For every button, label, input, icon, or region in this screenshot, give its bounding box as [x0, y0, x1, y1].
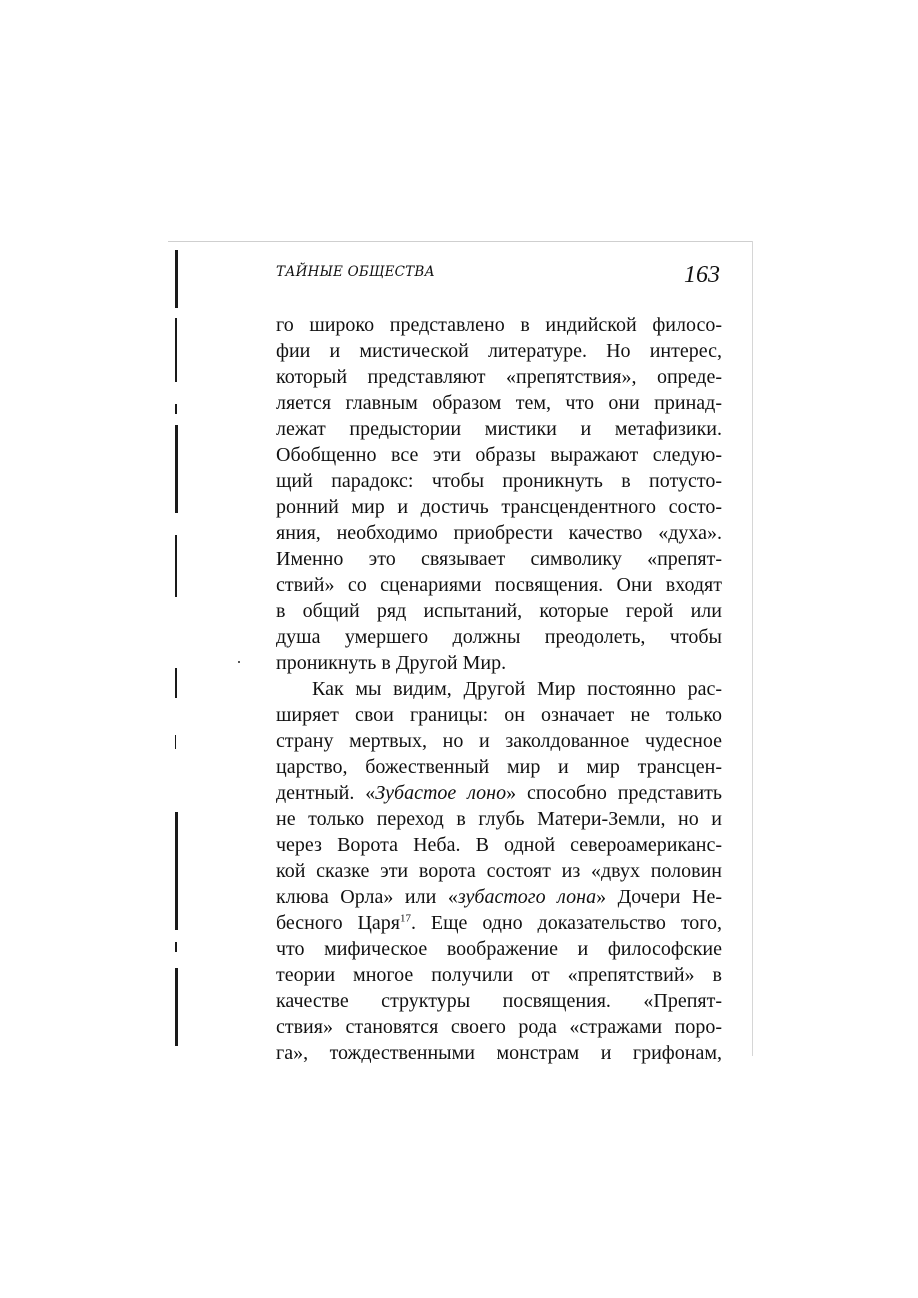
italic-term: Зубастое лоно — [375, 782, 507, 804]
text-line: ширяет свои границы: он означает не только — [276, 704, 722, 726]
text-line: лежат предыстории мистики и метафизики. — [276, 418, 722, 440]
text-line: проникнуть в Другой Мир. — [276, 652, 507, 674]
text-line: теории многое получили от «препятствий» в — [276, 964, 722, 986]
text-line — [276, 910, 722, 936]
text-fragment: » Дочери Не- — [596, 886, 722, 908]
text-line: ствий» со сценариями посвящения. Они входят — [276, 574, 722, 596]
text-fragment: . Еще одно доказательство того, — [411, 912, 723, 934]
text-line: го широко представлено в индийской филосо- — [276, 314, 722, 336]
running-title: ТАЙНЫЕ ОБЩЕСТВА — [276, 264, 435, 280]
scan-binding-edge — [175, 812, 178, 930]
text-line: страну мертвых, но и заколдованное чудесное — [276, 730, 722, 752]
paragraph — [276, 312, 722, 676]
scan-binding-edge — [175, 942, 177, 952]
scan-binding-edge — [175, 404, 177, 414]
scan-binding-edge — [175, 735, 176, 749]
italic-term: зубастого лона — [457, 886, 597, 908]
text-line: Как мы видим, Другой Мир постоянно рас- — [312, 678, 722, 700]
text-line: фии и мистической литературе. Но интерес, — [276, 340, 722, 362]
text-line — [276, 884, 722, 910]
text-fragment: бесного Царя — [276, 912, 401, 934]
text-line: кой сказке эти ворота состоят из «двух половин — [276, 860, 722, 882]
text-line: царство, божественный мир и мир трансцен- — [276, 756, 722, 778]
text-line: га», тождественными монстрам и грифонам, — [276, 1042, 722, 1064]
text-line: который представляют «препятствия», опреде- — [276, 366, 722, 388]
scan-binding-edge — [175, 535, 177, 597]
text-fragment: клюва Орла» или « — [276, 886, 458, 908]
text-line — [276, 780, 722, 806]
text-line: Именно это связывает символику «препят- — [276, 548, 722, 570]
footnote-ref[interactable]: 17 — [400, 912, 412, 925]
scan-binding-edge — [175, 318, 177, 382]
scan-speck — [238, 661, 240, 663]
text-line: в общий ряд испытаний, которые герой или — [276, 600, 722, 622]
text-line: Обобщенно все эти образы выражают следую- — [276, 444, 722, 466]
text-line: что мифическое воображение и философские — [276, 938, 722, 960]
scan-binding-edge — [175, 968, 178, 1046]
text-line: качестве структуры посвящения. «Препят- — [276, 990, 722, 1012]
text-line: щий парадокс: чтобы проникнуть в потусто- — [276, 470, 722, 492]
scan-binding-edge — [175, 425, 178, 513]
scan-binding-edge — [175, 668, 177, 698]
text-line: ствия» становятся своего рода «стражами поро- — [276, 1016, 722, 1038]
text-fragment: дентный. « — [276, 782, 376, 804]
paragraph — [276, 676, 722, 1066]
text-fragment: » способно представить — [506, 782, 723, 804]
text-line: ляется главным образом тем, что они принад- — [276, 392, 722, 414]
text-line: яния, необходимо приобрести качество «духа». — [276, 522, 722, 544]
text-line: не только переход в глубь Матери-Земли, но и — [276, 808, 722, 830]
text-line: душа умершего должны преодолеть, чтобы — [276, 626, 722, 648]
text-line: ронний мир и достичь трансцендентного состо- — [276, 496, 722, 518]
page-frame-top-edge — [168, 241, 753, 242]
text-line: через Ворота Неба. В одной североамериканс- — [276, 834, 722, 856]
page-number: 163 — [684, 262, 720, 288]
scan-binding-edge — [175, 250, 178, 308]
body-text — [276, 312, 722, 1066]
page-frame-right-edge — [752, 241, 753, 1056]
